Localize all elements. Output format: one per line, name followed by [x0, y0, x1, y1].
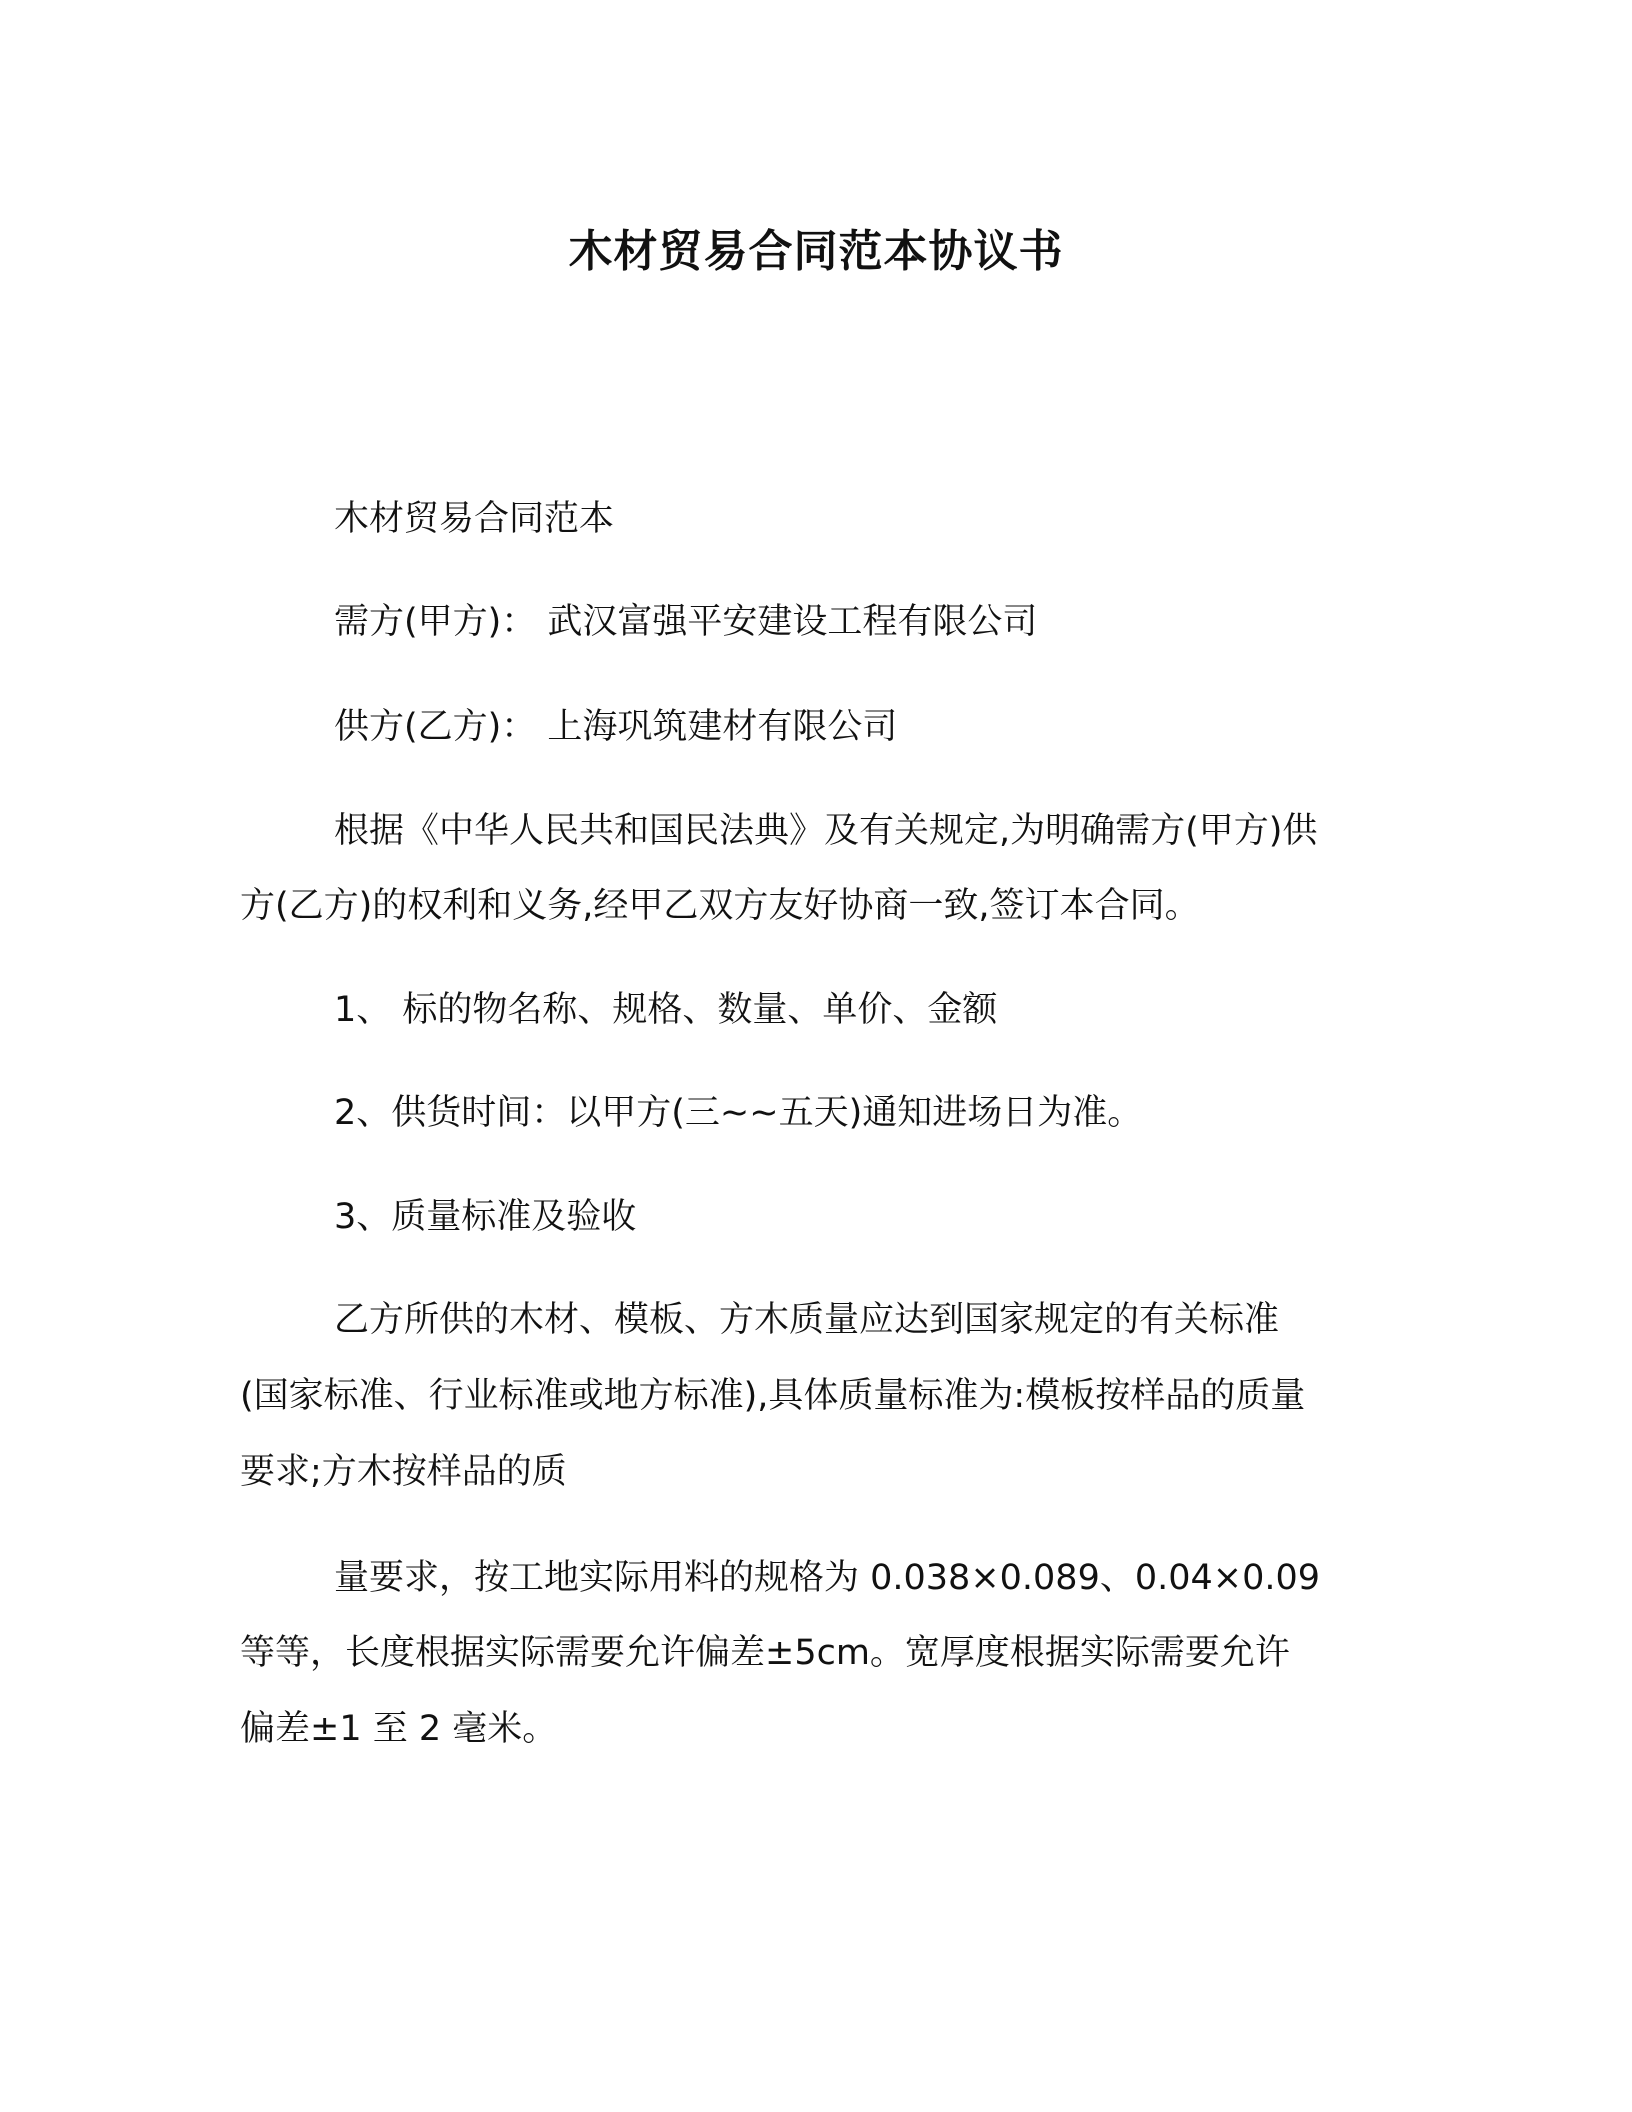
party-b-line: 供方(乙方)： 上海巩筑建材有限公司 — [334, 707, 898, 747]
intro-paragraph-line-2: 方(乙方)的权利和义务,经甲乙双方友好协商一致,签订本合同。 — [240, 886, 1200, 926]
party-a-line: 需方(甲方)： 武汉富强平安建设工程有限公司 — [334, 602, 1038, 642]
document-title: 木材贸易合同范本协议书 — [568, 226, 1064, 277]
contract-subtitle: 木材贸易合同范本 — [334, 499, 615, 539]
clause-2-heading: 2、供货时间：以甲方(三~~五天)通知进场日为准。 — [334, 1093, 1143, 1133]
quality-paragraph-line-2: (国家标准、行业标准或地方标准),具体质量标准为:模板按样品的质量 — [240, 1376, 1306, 1416]
quality-paragraph-line-3: 要求;方木按样品的质 — [240, 1452, 567, 1492]
spec-paragraph-line-1: 量要求，按工地实际用料的规格为 0.038×0.089、0.04×0.09 — [334, 1558, 1321, 1598]
clause-1-heading: 1、 标的物名称、规格、数量、单价、金额 — [334, 990, 998, 1030]
spec-paragraph-line-2: 等等，长度根据实际需要允许偏差±5cm。宽厚度根据实际需要允许 — [240, 1633, 1290, 1673]
clause-3-heading: 3、质量标准及验收 — [334, 1197, 637, 1237]
quality-paragraph-line-1: 乙方所供的木材、模板、方木质量应达到国家规定的有关标准 — [334, 1300, 1280, 1340]
intro-paragraph-line-1: 根据《中华人民共和国民法典》及有关规定,为明确需方(甲方)供 — [334, 811, 1318, 851]
spec-paragraph-line-3: 偏差±1 至 2 毫米。 — [240, 1709, 558, 1749]
